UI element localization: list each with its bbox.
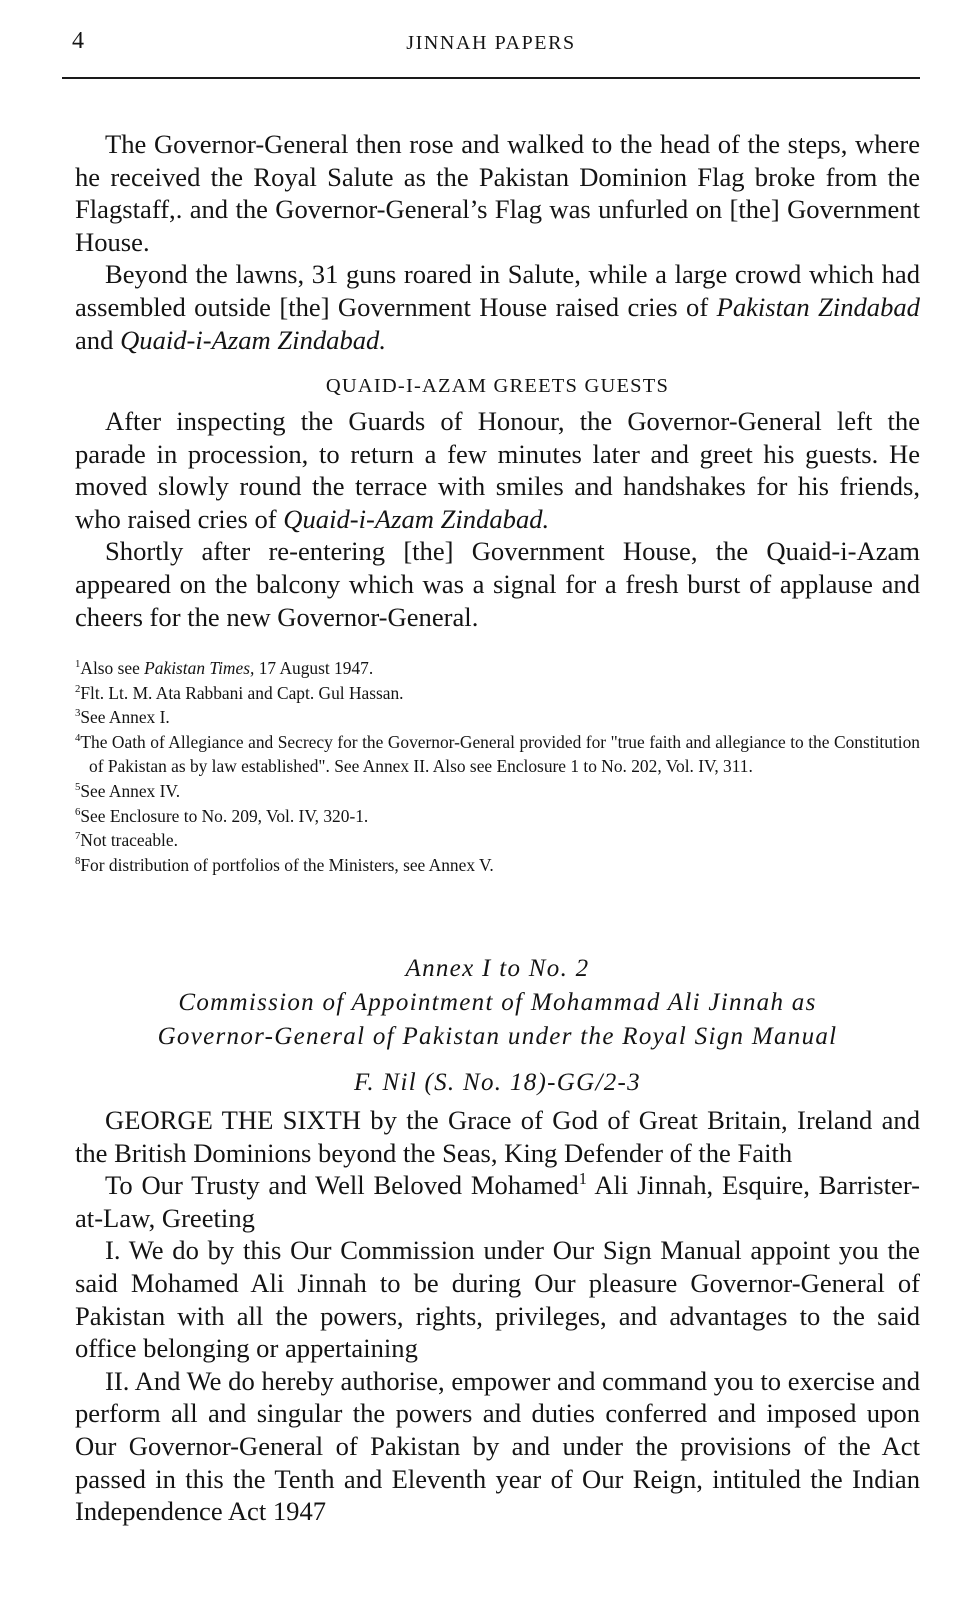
- section-one: [75, 128, 920, 356]
- paragraph-flag-salute: The Governor-General then rose and walked to the head of the steps, where he received the Royal Salute as the Pakistan Dominion Flag broke from the Flagstaff,. and the Governor-General’s Flag was unfurled on [the] Government House.: [75, 129, 920, 257]
- commission-clause-1: I. We do by this Our Commission under Our Sign Manual appoint you the said Mohamed Ali Jinnah to be during Our pleasure Governor-General of Pakistan with all the powers, rights, privileges, and advantages to the said office belonging or appertaining: [75, 1235, 920, 1364]
- paragraph-balcony: Shortly after re-entering [the] Government House, the Quaid-i-Azam appeared on the balcony which was a signal for a fresh burst of applause and cheers for the new Governor-General.: [75, 536, 920, 632]
- footnote: $^5$See Annex IV.: [75, 780, 181, 801]
- footnote: $^4$The Oath of Allegiance and Secrecy for the Governor-General provided for "true faith and allegiance to the Constitution of Pakistan as by law established". See Annex II. Also see Enclosure 1 to No. 202, Vol. IV, 311.: [75, 731, 920, 777]
- file-reference: F. Nil (S. No. 18)-GG/2-3: [354, 1069, 641, 1096]
- paragraph-guns-salute: Beyond the lawns, 31 guns roared in Salute, while a large crowd which had assembled outside [the] Government House raised cries of Pakistan Zindabad and Quaid-i-Azam Zindabad.: [75, 259, 920, 355]
- footnote: $^7$Not traceable.: [75, 830, 178, 851]
- header-rule: [62, 77, 920, 79]
- running-title: JINNAH PAPERS: [406, 32, 576, 54]
- annex-title: Annex I to No. 2: [405, 955, 590, 982]
- footnote: $^1$Also see Pakistan Times, 17 August 1947.: [75, 658, 374, 678]
- commission-text: [75, 1104, 920, 1528]
- commission-preamble: GEORGE THE SIXTH by the Grace of God of Great Britain, Ireland and the British Dominions beyond the Seas, King Defender of the Faith: [75, 1105, 920, 1168]
- section-subheading: QUAID-I-AZAM GREETS GUESTS: [325, 375, 670, 397]
- annex-subtitle-line-2: Governor-General of Pakistan under the Royal Sign Manual: [157, 1023, 838, 1050]
- footnotes: [75, 656, 920, 877]
- section-two: [75, 405, 920, 633]
- page-number: 4: [72, 28, 84, 54]
- paragraph-guards-inspection: After inspecting the Guards of Honour, the Governor-General left the parade in procession, to return a few minutes later and greet his guests. He moved slowly round the terrace with smiles and handshakes for his friends, who raised cries of Quaid-i-Azam Zindabad.: [75, 406, 920, 534]
- annex-heading: [75, 952, 920, 1100]
- page-header: [62, 28, 920, 62]
- subheading-block: [75, 371, 920, 401]
- commission-greeting: To Our Trusty and Well Beloved Mohamed$^1$ Ali Jinnah, Esquire, Barrister-at-Law, Greeting: [75, 1169, 920, 1233]
- commission-clause-2: II. And We do hereby authorise, empower and command you to exercise and perform all and singular the powers and duties conferred and imposed upon Our Governor-General of Pakistan by and under the provisions of the Act passed in this the Tenth and Eleventh year of Our Reign, intituled the Indian Independence Act 1947: [75, 1365, 920, 1527]
- footnote: $^6$See Enclosure to No. 209, Vol. IV, 320-1.: [75, 805, 369, 826]
- annex-subtitle-line-1: Commission of Appointment of Mohammad Ali Jinnah as: [178, 989, 817, 1016]
- footnote: $^8$For distribution of portfolios of the Ministers, see Annex V.: [75, 854, 494, 875]
- footnote: $^3$See Annex I.: [75, 707, 170, 728]
- footnote: $^2$Flt. Lt. M. Ata Rabbani and Capt. Gul Hassan.: [75, 682, 404, 703]
